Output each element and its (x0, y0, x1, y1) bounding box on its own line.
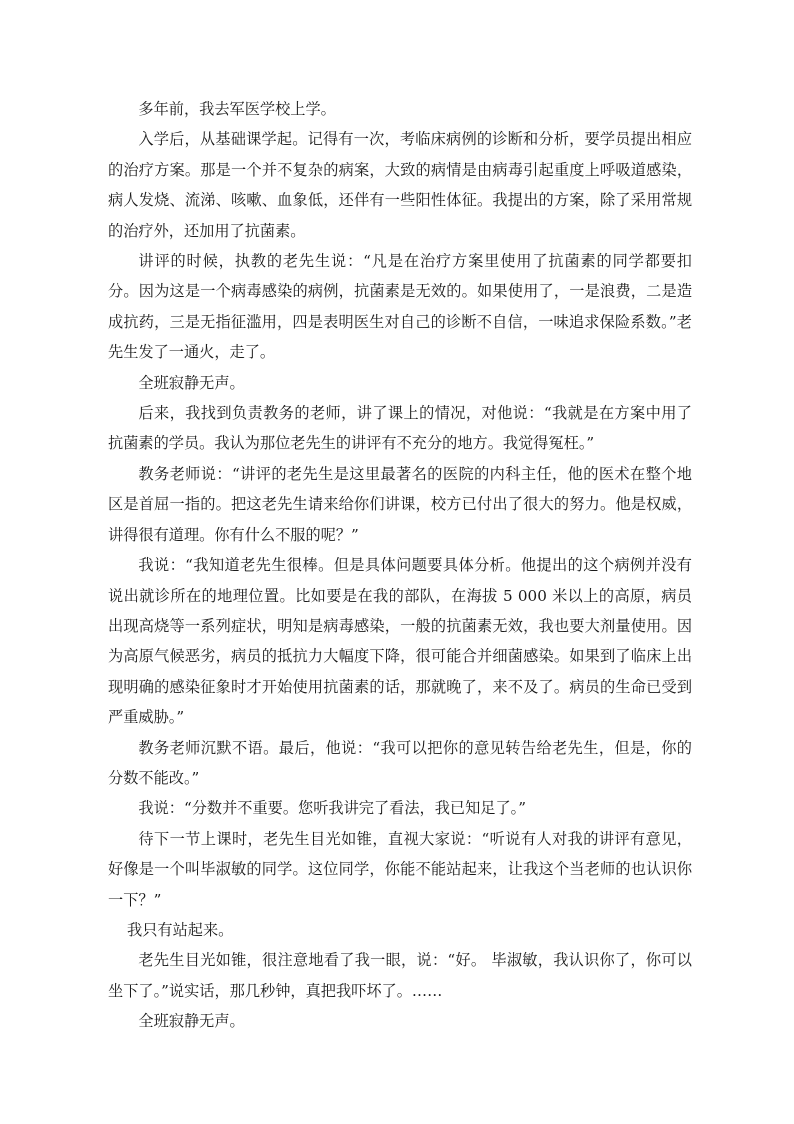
paragraph-1: 多年前，我去军医学校上学。 (138, 100, 336, 118)
paragraph-10: 待下一节上课时，老先生目光如锥，直视大家说：“听说有人对我的讲评有意见，好像是一个叫毕淑敏的同学。这位同学，你能不能站起来，让我这个当老师的也认识你一下？” (108, 829, 692, 909)
paragraph-7: 我说：“我知道老先生很棒。但是具体问题要具体分析。他提出的这个病例并没有说出就诊所在的地理位置。比如要是在我的部队，在海拔 5 000 米以上的高原，病员出现高烧等一系列症状，明知是病毒感染，一般的抗菌素无效，我也要大剂量使用。因为高原气候恶劣，病员的抵抗力大幅度下降，很可能合并细菌感染。如果到了临床上出现明确的感染征象时才开始使用抗菌素的话，那就晚了，来不及了。病员的生命已受到严重威胁。” (108, 556, 692, 727)
paragraph-6: 教务老师说：“讲评的老先生是这里最著名的医院的内科主任，他的医术在整个地区是首屈一指的。把这老先生请来给你们讲课，校方已付出了很大的努力。他是权威，讲得很有道理。你有什么不服的呢？” (108, 464, 692, 544)
paragraph-9: 我说：“分数并不重要。您听我讲完了看法，我已知足了。” (138, 799, 527, 818)
paragraph-13: 全班寂静无声。 (138, 1012, 245, 1031)
paragraph-8: 教务老师沉默不语。最后，他说：“我可以把你的意见转告给老先生，但是，你的分数不能改。” (108, 738, 692, 787)
paragraph-3: 讲评的时候，执教的老先生说：“凡是在治疗方案里使用了抗菌素的同学都要扣分。因为这是一个病毒感染的病例，抗菌素是无效的。如果使用了，一是浪费，二是造成抗药，三是无指征滥用，四是表明医生对自己的诊断不自信，一味追求保险系数。”老先生发了一通火，走了。 (108, 252, 692, 362)
article-body (108, 94, 692, 1037)
paragraph-2: 入学后，从基础课学起。记得有一次，考临床病例的诊断和分析，要学员提出相应的治疗方案。那是一个并不复杂的病案，大致的病情是由病毒引起重度上呼吸道感染，病人发烧、流涕、咳嗽、血象低，还伴有一些阳性体征。我提出的方案，除了采用常规的治疗外，还加用了抗菌素。 (108, 130, 692, 240)
paragraph-12: 老先生目光如锥，很注意地看了我一眼，说：“好。 毕淑敏，我认识你了，你可以坐下了。”说实话，那几秒钟，真把我吓坏了。…… (108, 951, 692, 1000)
paragraph-5: 后来，我找到负责教务的老师，讲了课上的情况，对他说：“我就是在方案中用了抗菌素的学员。我认为那位老先生的讲评有不充分的地方。我觉得冤枉。” (108, 404, 692, 453)
paragraph-11: 我只有站起来。 (127, 920, 234, 939)
paragraph-4: 全班寂静无声。 (138, 373, 245, 392)
